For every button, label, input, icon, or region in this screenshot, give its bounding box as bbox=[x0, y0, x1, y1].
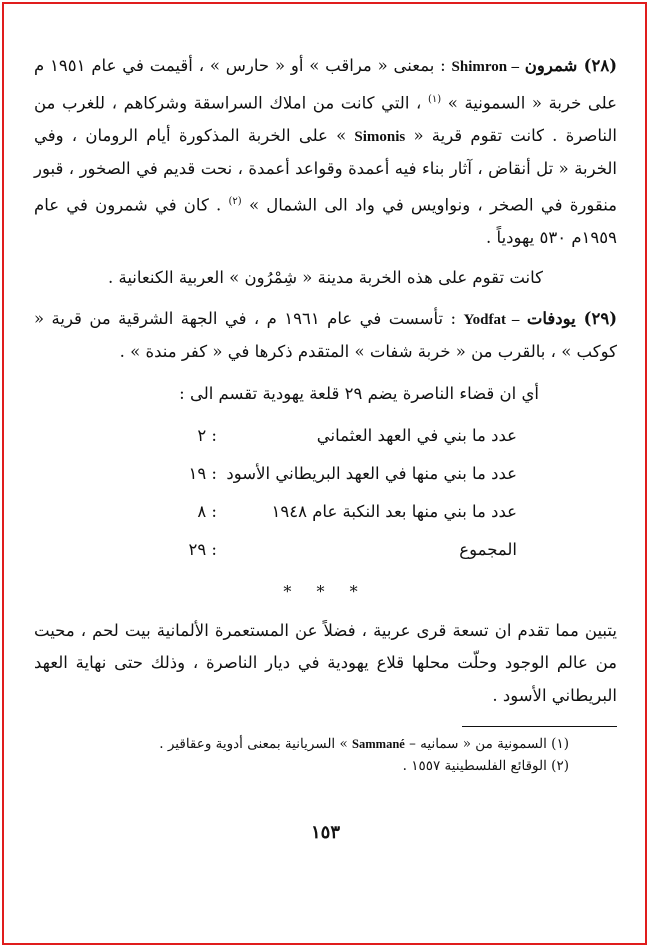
entry-text: أقيمت في عام ١٩٥١ م على خربة « السمونية » bbox=[34, 56, 617, 112]
tally-row bbox=[34, 417, 617, 455]
tally-label: عدد ما بني منها بعد النكبة عام ١٩٤٨ bbox=[271, 501, 517, 521]
entry-text: على الخربة المذكورة أيام الرومان ، وفي الخربة « تل أنقاض ، آثار بناء فيه أعمدة وقواعد أعمدة ، نحت قديم في الصخور ، قبور منقورة في الصخر ، ونواويس في واد الى الشمال » bbox=[34, 125, 618, 214]
footnote-text: » السريانية بمعنى أدوية وعقاقير . bbox=[159, 736, 348, 752]
tally-value: : ٨ bbox=[197, 501, 217, 521]
footnote-number: (١) bbox=[551, 736, 569, 752]
footnote-item bbox=[34, 733, 569, 755]
section-separator: * * * bbox=[283, 581, 368, 601]
tally-row bbox=[34, 493, 617, 531]
conclusion-paragraph: يتبين مما تقدم ان تسعة قرى عربية ، فضلاً عن المستعمرة الألمانية بيت لحم ، محيت من عالم الوجود وحلّت محلها قلاع يهودية في ديار الناصرة ، وذلك حتى نهاية العهد البريطاني الأسود . bbox=[34, 620, 617, 705]
tally-label: المجموع bbox=[459, 539, 517, 559]
entry-shimron bbox=[34, 50, 617, 254]
entry-text: : تأسست في عام ١٩٦١ م ، في الجهة الشرقية من قرية « كوكب » ، بالقرب من « خربة شفات » المتقدم ذكرها في « كفر مندة » . bbox=[34, 308, 617, 361]
document-page bbox=[34, 50, 617, 909]
tally-value: : ٢ bbox=[197, 425, 217, 445]
tally-intro: أي ان قضاء الناصرة يضم ٢٩ قلعة يهودية تقسم الى : bbox=[179, 383, 539, 403]
footnote-number: (٢) bbox=[551, 758, 569, 774]
note-paragraph: كانت تقوم على هذه الخربة مدينة « شِمْرُون » العربية الكنعانية . bbox=[107, 268, 544, 287]
entry-heading: (٢٩) يودفات bbox=[526, 308, 618, 328]
footnote-ref: (١) bbox=[427, 93, 442, 105]
entry-text: ، التي كانت من املاك السراسقة وشركاهم ، للغرب من الناصرة . كانت تقوم قرية « bbox=[34, 93, 617, 145]
footnote-text: السمونية من « سمانيه – bbox=[409, 736, 547, 752]
page-number: ١٥٣ bbox=[310, 822, 340, 843]
entry-heading: (٢٨) شمرون bbox=[524, 56, 618, 75]
tally-value: : ٢٩ bbox=[188, 539, 217, 559]
entry-latin-name: Shimron – bbox=[451, 59, 519, 75]
footnote-item bbox=[34, 755, 569, 777]
entry-latin-name: Simonis bbox=[354, 128, 406, 145]
entry-text: : بمعنى « مراقب » أو « حارس » ، bbox=[198, 56, 446, 75]
footnote-text: الوقائع الفلسطينية ١٥٥٧ . bbox=[402, 758, 547, 774]
entry-text: . كان في شمرون في عام ١٩٥٩م ٥٣٠ يهودياً . bbox=[34, 195, 617, 247]
tally-row bbox=[34, 531, 617, 569]
tally-row bbox=[34, 455, 617, 493]
tally-summary bbox=[34, 375, 617, 569]
footnotes bbox=[34, 733, 617, 777]
footnote-rule bbox=[462, 726, 617, 727]
footnote-ref: (٢) bbox=[228, 195, 242, 207]
entry-latin-name: Yodfat – bbox=[463, 311, 520, 328]
entry-yodfat bbox=[34, 303, 617, 369]
footnote-latin: Sammané bbox=[352, 737, 405, 751]
tally-label: عدد ما بني منها في العهد البريطاني الأسود bbox=[226, 463, 517, 483]
tally-value: : ١٩ bbox=[188, 463, 217, 483]
tally-label: عدد ما بني في العهد العثماني bbox=[316, 425, 517, 445]
entry-text: » bbox=[336, 125, 347, 145]
